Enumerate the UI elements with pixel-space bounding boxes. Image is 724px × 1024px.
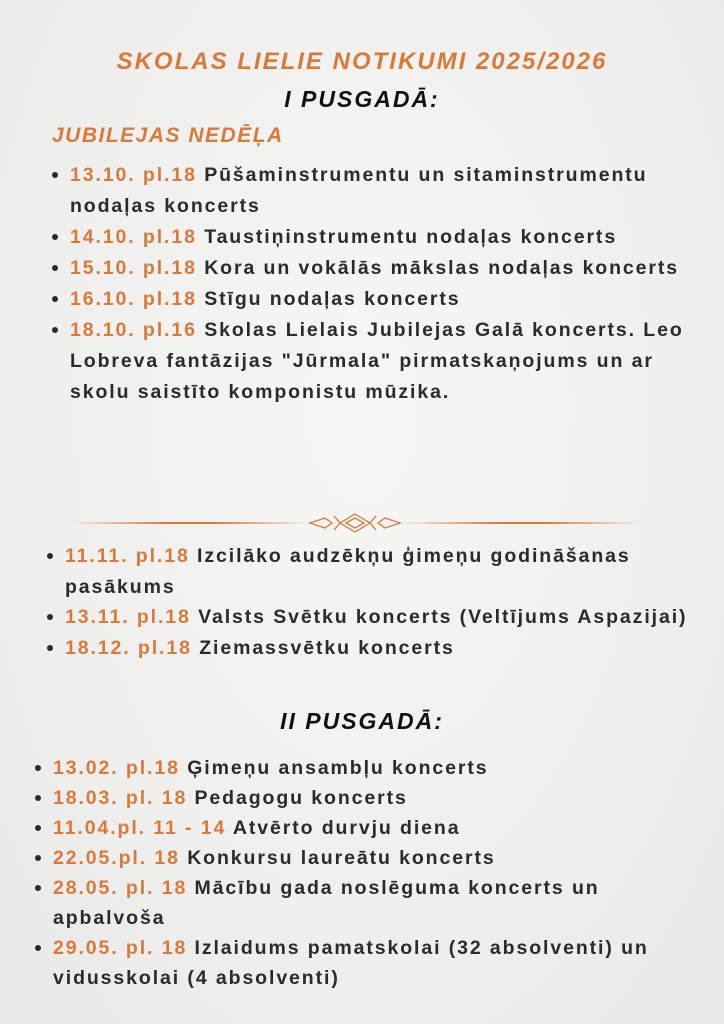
event-date: 29.05. pl. 18 [53, 937, 188, 959]
event-description: Konkursu laureātu koncerts [187, 847, 496, 869]
event-item [52, 222, 692, 253]
ornamental-divider [70, 513, 640, 533]
event-item [52, 160, 692, 222]
event-description: Izlaidums pamatskolai (32 absolventi) un vidusskolai (4 absolventi) [53, 937, 649, 989]
event-item [35, 753, 695, 783]
event-description: Ģimeņu ansambļu koncerts [187, 757, 489, 779]
event-description: Kora un vokālās mākslas nodaļas koncerts [204, 257, 680, 279]
event-date: 16.10. pl.18 [70, 288, 197, 310]
event-date: 18.10. pl.16 [70, 319, 197, 341]
event-description: Izcilāko audzēkņu ģimeņu godināšanas pasākums [65, 545, 631, 598]
second-half-heading: II PUSGADĀ: [280, 708, 444, 734]
event-description: Mācību gada noslēguma koncerts un apbalvoša [53, 877, 600, 929]
event-date: 22.05.pl. 18 [53, 847, 180, 869]
event-date: 13.11. pl.18 [65, 606, 191, 628]
event-date: 15.10. pl.18 [70, 257, 197, 279]
first-half-event-list [47, 541, 697, 663]
event-description: Pedagogu koncerts [194, 787, 408, 809]
event-date: 14.10. pl.18 [70, 226, 197, 248]
event-description: Pūšaminstrumentu un sitaminstrumentu nodaļas koncerts [70, 164, 648, 217]
second-half-event-list [35, 753, 695, 993]
event-date: 18.12. pl.18 [65, 636, 192, 659]
poster-title: SKOLAS LIELIE NOTIKUMI 2025/2026 [116, 48, 608, 75]
event-description: Atvērto durvju diena [232, 817, 461, 839]
jubilee-heading: JUBILEJAS NEDĒĻA [52, 124, 284, 147]
event-date: 13.10. pl.18 [70, 164, 197, 186]
event-description: Ziemassvētku koncerts [199, 636, 455, 659]
event-item [47, 633, 697, 664]
event-item [35, 873, 695, 933]
event-item [35, 843, 695, 873]
event-item [52, 315, 692, 408]
event-date: 13.02. pl.18 [53, 757, 180, 779]
event-date: 28.05. pl. 18 [53, 877, 188, 899]
event-description: Taustiņinstrumentu nodaļas koncerts [204, 226, 618, 248]
event-item [35, 783, 695, 813]
first-half-heading: I PUSGADĀ: [284, 86, 440, 112]
event-description: Stīgu nodaļas koncerts [204, 288, 461, 310]
event-item [35, 933, 695, 993]
event-date: 11.04.pl. 11 - 14 [53, 817, 227, 839]
jubilee-event-list [52, 160, 692, 408]
event-description: Valsts Svētku koncerts (Veltījums Aspazijai) [198, 606, 688, 628]
event-item [35, 813, 695, 843]
event-date: 18.03. pl. 18 [53, 787, 188, 809]
event-item [47, 541, 697, 602]
event-item [47, 602, 697, 633]
event-date: 11.11. pl.18 [65, 545, 190, 567]
event-item [52, 253, 692, 284]
event-description: Skolas Lielais Jubilejas Galā koncerts. Leo Lobreva fantāzijas "Jūrmala" pirmatskaņojums un ar skolu saistīto komponistu mūzika. [70, 319, 684, 403]
event-item [52, 284, 692, 315]
